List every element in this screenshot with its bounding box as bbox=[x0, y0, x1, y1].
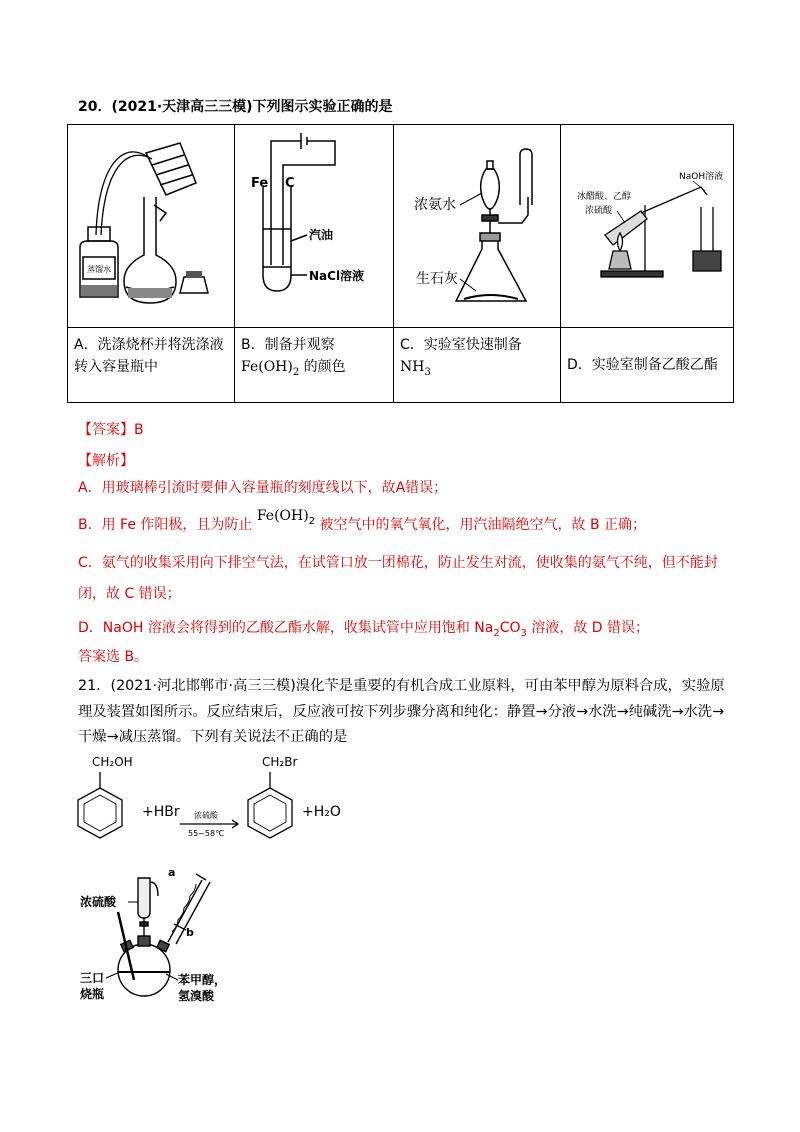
naoh-label: NaOH溶液 bbox=[679, 172, 724, 182]
option-a-line-1: A．洗涤烧杯并将洗涤液 bbox=[74, 337, 224, 353]
plus-water: +H₂O bbox=[302, 804, 341, 820]
apparatus-figure bbox=[78, 862, 258, 1012]
analysis-final: 答案选 B。 bbox=[78, 649, 149, 665]
analysis-line-c2: 闭，故 C 错误； bbox=[78, 586, 181, 602]
reaction-scheme bbox=[70, 750, 370, 850]
oil-label: 汽油 bbox=[309, 228, 334, 242]
option-c bbox=[394, 328, 561, 403]
reagent-bottle-icon bbox=[80, 227, 118, 297]
analysis-b-formula: Fe(OH) bbox=[256, 508, 309, 524]
question-20-title: 20．(2021·天津高三三模)下列图示实验正确的是 bbox=[78, 99, 393, 115]
figure-d-cell bbox=[561, 125, 734, 328]
ammonia-label: 浓氨水 bbox=[414, 197, 456, 213]
analysis-d-post: 溶液，故 D 错误； bbox=[526, 620, 650, 636]
plus-hbr: +HBr bbox=[142, 804, 180, 820]
analysis-d-sub-1: 2 bbox=[493, 627, 500, 639]
figure-b-feoh2 bbox=[235, 125, 393, 323]
fe-label: Fe bbox=[251, 176, 269, 191]
beaker-icon bbox=[146, 143, 196, 195]
option-b bbox=[235, 328, 394, 403]
options-table bbox=[67, 124, 734, 403]
flask-label-1: 三口 bbox=[80, 971, 105, 985]
option-d-line-1: D．实验室制备乙酸乙酯 bbox=[567, 357, 718, 373]
stopper-icon bbox=[180, 271, 208, 293]
reactant-group: CH₂OH bbox=[92, 755, 133, 769]
analysis-b-subscript: 2 bbox=[308, 515, 316, 527]
nacl-label: NaCl溶液 bbox=[309, 269, 365, 283]
temperature-label: 55~58℃ bbox=[188, 829, 225, 838]
option-b-subscript: 2 bbox=[292, 366, 300, 378]
option-b-line-2: 的颜色 bbox=[299, 359, 346, 375]
acid-label: 浓硫酸 bbox=[80, 895, 117, 909]
figure-a-washing bbox=[68, 125, 234, 323]
analysis-b-post: 被空气中的氧气氧化，用汽油隔绝空气，故 B 正确； bbox=[315, 517, 647, 533]
answer-label: 【答案】 bbox=[78, 422, 134, 438]
option-d bbox=[561, 328, 734, 403]
lime-label: 生石灰 bbox=[416, 271, 458, 287]
inlet-b-label: b bbox=[186, 926, 194, 939]
glass-rod bbox=[96, 152, 148, 235]
option-b-line-1: B．制备并观察 bbox=[241, 337, 335, 353]
option-c-formula: NH bbox=[400, 359, 425, 375]
question-21-text: 21．(2021·河北邯郸市·高三三模)溴化苄是重要的有机合成工业原料，可由苯甲醇为原料合成，实验原理及装置如图所示。反应结束后，反应液可按下列步骤分离和纯化：静置→分液→水洗→纯碱洗→水洗→干燥→减压蒸馏。下列有关说法不正确的是 bbox=[78, 678, 725, 745]
figure-b-cell bbox=[235, 125, 394, 328]
content-label-2: 氢溴酸 bbox=[178, 989, 215, 1003]
figure-c-nh3 bbox=[394, 125, 560, 323]
option-c-line-1: C．实验室快速制备 bbox=[400, 337, 522, 353]
analysis-d-sub-2: 3 bbox=[520, 627, 527, 639]
figure-d-ester bbox=[561, 125, 733, 323]
reagents-label-1: 冰醋酸、乙醇 bbox=[577, 192, 632, 202]
answer-line bbox=[78, 420, 144, 440]
inlet-a-label: a bbox=[168, 866, 176, 879]
analysis-label: 【解析】 bbox=[78, 453, 134, 469]
option-a bbox=[68, 328, 235, 403]
answer-value: B bbox=[134, 422, 144, 438]
reagents-label-2: 浓硫酸 bbox=[585, 206, 613, 216]
product-group: CH₂Br bbox=[262, 755, 298, 769]
content-label-1: 苯甲醇， bbox=[178, 973, 227, 987]
figure-c-cell bbox=[394, 125, 561, 328]
option-a-line-2: 转入容量瓶中 bbox=[74, 359, 158, 375]
figure-a-cell bbox=[68, 125, 235, 328]
analysis-d-mid: CO bbox=[499, 620, 521, 636]
option-b-formula: Fe(OH) bbox=[241, 359, 293, 375]
option-c-subscript: 3 bbox=[424, 366, 431, 378]
c-label: C bbox=[285, 176, 295, 191]
catalyst-label: 浓硫酸 bbox=[194, 811, 218, 820]
analysis-b-pre: B．用 Fe 作阳极，且为防止 bbox=[78, 517, 257, 533]
analysis-d-pre: D．NaOH 溶液会将得到的乙酸乙酯水解，收集试管中应用饱和 Na bbox=[78, 620, 494, 636]
analysis-line-d bbox=[78, 618, 649, 644]
volumetric-flask-icon bbox=[124, 197, 176, 303]
analysis-line-a: A．用玻璃棒引流时要伸入容量瓶的刻度线以下，故A错误； bbox=[78, 480, 448, 496]
analysis-line-b bbox=[78, 508, 647, 541]
analysis-line-c1: C．氨气的收集采用向下排空气法，在试管口放一团棉花，防止发生对流，使收集的氨气不纯，但不能封 bbox=[78, 555, 718, 571]
svg-text:蒸馏水: 蒸馏水 bbox=[87, 265, 111, 274]
flask-label-2: 烧瓶 bbox=[80, 987, 105, 1001]
